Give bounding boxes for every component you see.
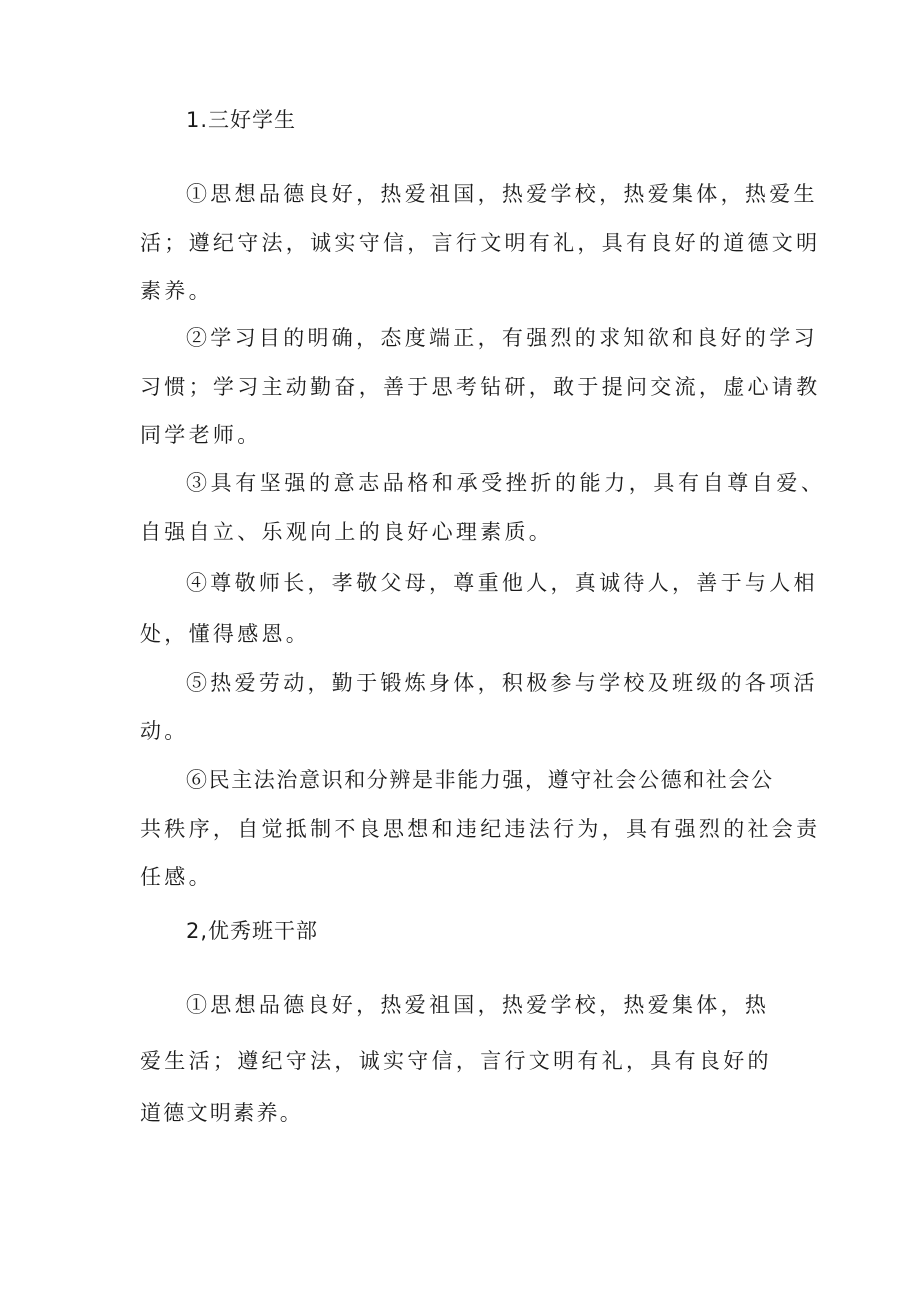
- paragraph-line: 同学老师。: [140, 423, 262, 447]
- paragraph-line: ②学习目的明确，态度端正，有强烈的求知欲和良好的学习: [186, 326, 818, 350]
- paragraph-line: 自强自立、乐观向上的良好心理素质。: [140, 520, 554, 544]
- paragraph-line: ①思想品德良好，热爱祖国，热爱学校，热爱集体，热: [186, 993, 770, 1017]
- paragraph-line: 活；遵纪守法，诚实守信，言行文明有礼，具有良好的道德文明: [140, 231, 821, 255]
- section-heading-outstanding-class-cadre: 2,优秀班干部: [186, 919, 319, 943]
- section-heading-three-good-students: 1.三好学生: [186, 108, 297, 132]
- paragraph-line: ④尊敬师长，孝敬父母，尊重他人，真诚待人，善于与人相: [186, 571, 818, 595]
- paragraph-line: 处，懂得感恩。: [140, 622, 311, 646]
- paragraph-line: 道德文明素养。: [140, 1101, 304, 1125]
- paragraph-line: ①思想品德良好，热爱祖国，热爱学校，热爱集体，热爱生: [186, 182, 818, 206]
- paragraph-line: 素养。: [140, 279, 213, 303]
- paragraph-line: 爱生活；遵纪守法，诚实守信，言行文明有礼，具有良好的: [140, 1049, 772, 1073]
- paragraph-line: 动。: [140, 719, 189, 743]
- paragraph-line: ③具有坚强的意志品格和承受挫折的能力，具有自尊自爱、: [186, 471, 826, 495]
- paragraph-line: 任感。: [140, 865, 213, 889]
- paragraph-line: ⑤热爱劳动，勤于锻炼身体，积极参与学校及班级的各项活: [186, 671, 818, 695]
- paragraph-line: 共秩序，自觉抵制不良思想和违纪违法行为，具有强烈的社会责: [140, 817, 821, 841]
- paragraph-line: 习惯；学习主动勤奋，善于思考钻研，敢于提问交流，虚心请教: [140, 375, 821, 399]
- paragraph-line: ⑥民主法治意识和分辨是非能力强，遵守社会公德和社会公: [186, 768, 774, 792]
